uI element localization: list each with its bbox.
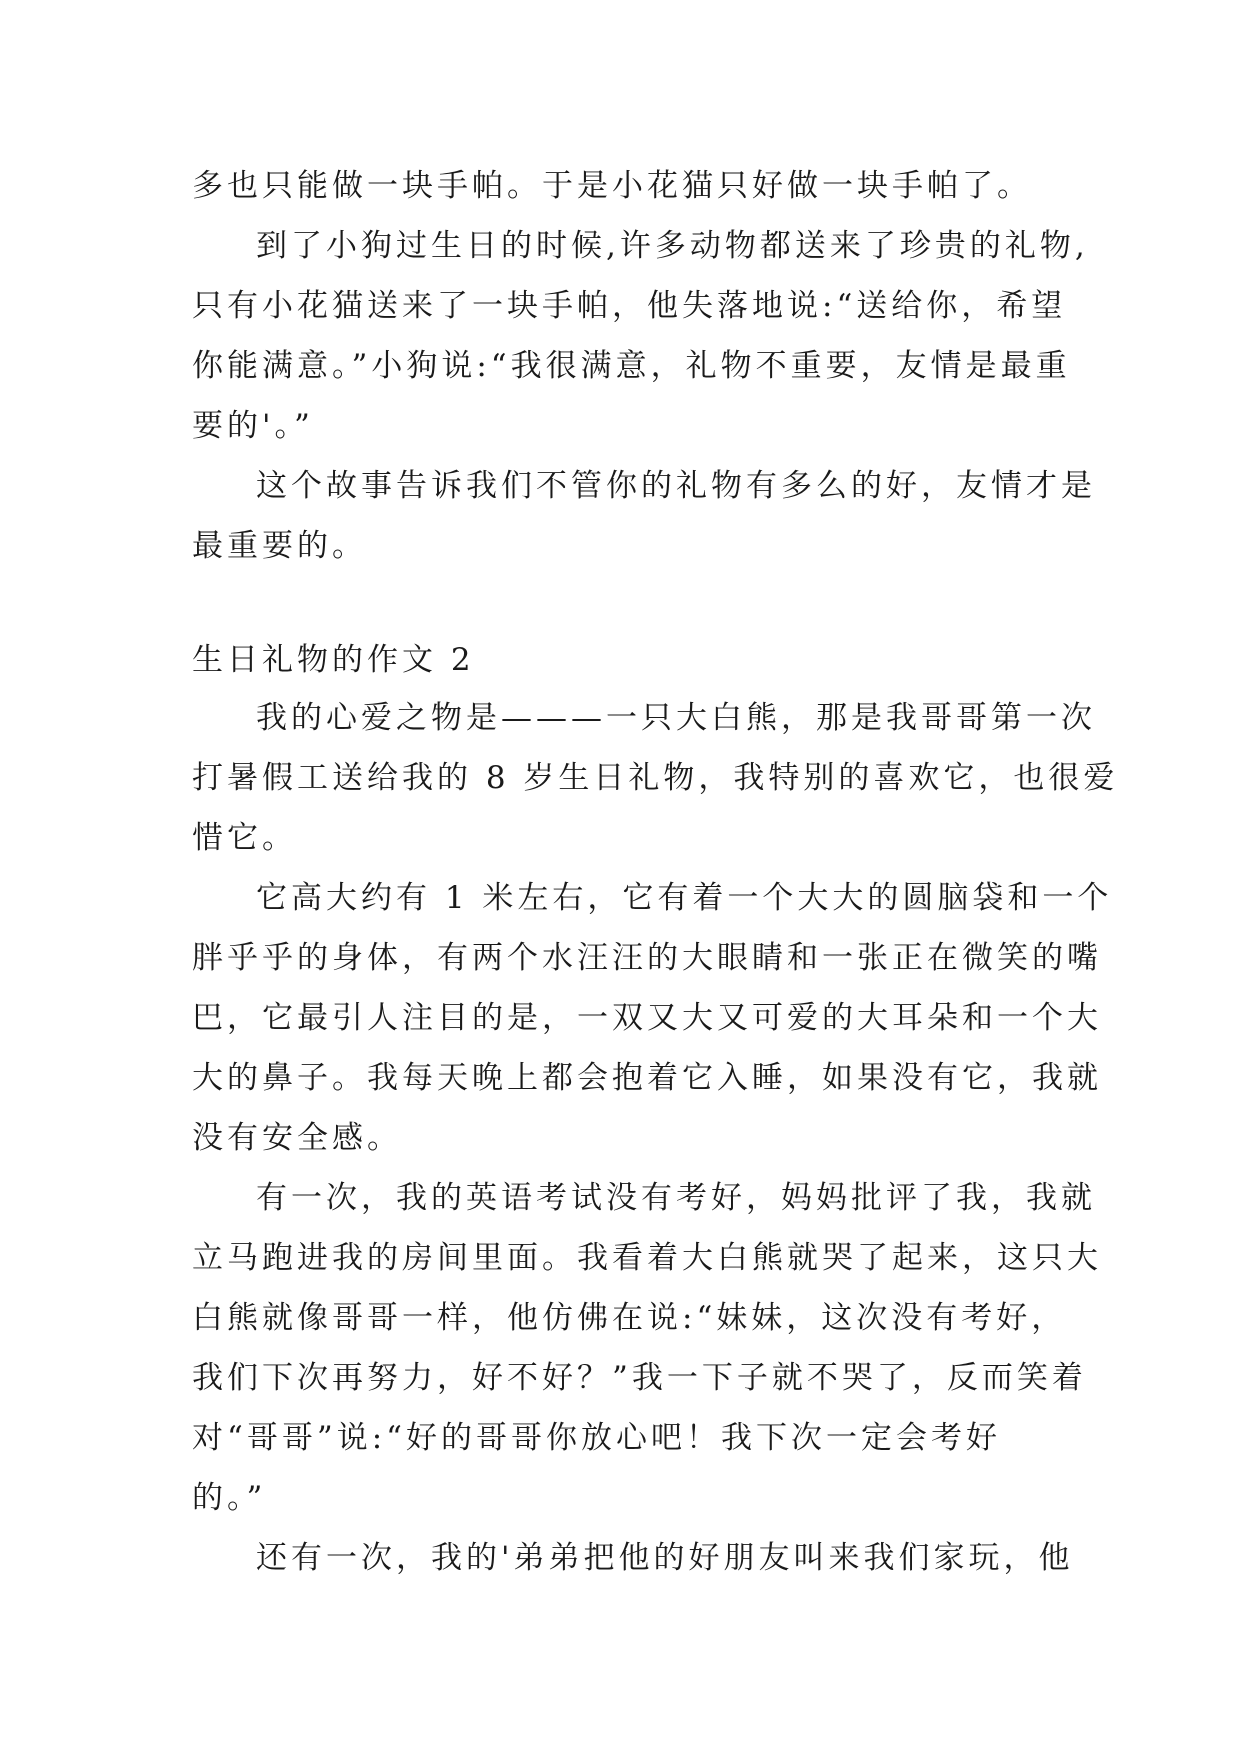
text-line: 白熊就像哥哥一样，他仿佛在说:“妹妹，这次没有考好，	[192, 1300, 1067, 1336]
text-line: 要的'。”	[192, 408, 314, 444]
text-line: 我的心爱之物是———一只大白熊，那是我哥哥第一次	[256, 700, 1096, 736]
text-line: 这个故事告诉我们不管你的礼物有多么的好，友情才是	[256, 468, 1096, 504]
text-line: 它高大约有 1 米左右，它有着一个大大的圆脑袋和一个	[256, 880, 1113, 916]
text-line: 巴，它最引人注目的是，一双又大又可爱的大耳朵和一个大	[192, 1000, 1102, 1036]
text-line: 立马跑进我的房间里面。我看着大白熊就哭了起来，这只大	[192, 1240, 1102, 1276]
text-line: 最重要的。	[192, 528, 367, 564]
section-heading: 生日礼物的作文 2	[192, 642, 475, 678]
text-line: 打暑假工送给我的 8 岁生日礼物，我特别的喜欢它，也很爱	[192, 760, 1119, 796]
text-line: 到了小狗过生日的时候,许多动物都送来了珍贵的礼物,	[256, 228, 1089, 264]
text-line: 你能满意。”小狗说:“我很满意，礼物不重要，友情是最重	[192, 348, 1071, 384]
text-line: 只有小花猫送来了一块手帕，他失落地说:“送给你，希望	[192, 288, 1067, 324]
text-line: 多也只能做一块手帕。于是小花猫只好做一块手帕了。	[192, 168, 1032, 204]
text-line: 的。”	[192, 1480, 267, 1516]
text-line: 有一次，我的英语考试没有考好，妈妈批评了我，我就	[256, 1180, 1096, 1216]
text-line: 惜它。	[192, 820, 297, 856]
text-line: 大的鼻子。我每天晚上都会抱着它入睡，如果没有它，我就	[192, 1060, 1102, 1096]
text-line: 胖乎乎的身体，有两个水汪汪的大眼睛和一张正在微笑的嘴	[192, 940, 1102, 976]
text-line: 对“哥哥”说:“好的哥哥你放心吧！我下次一定会考好	[192, 1420, 1001, 1456]
text-line: 还有一次，我的'弟弟把他的好朋友叫来我们家玩，他	[256, 1540, 1074, 1576]
text-line: 我们下次再努力，好不好？”我一下子就不哭了，反而笑着	[192, 1360, 1087, 1396]
text-line: 没有安全感。	[192, 1120, 402, 1156]
